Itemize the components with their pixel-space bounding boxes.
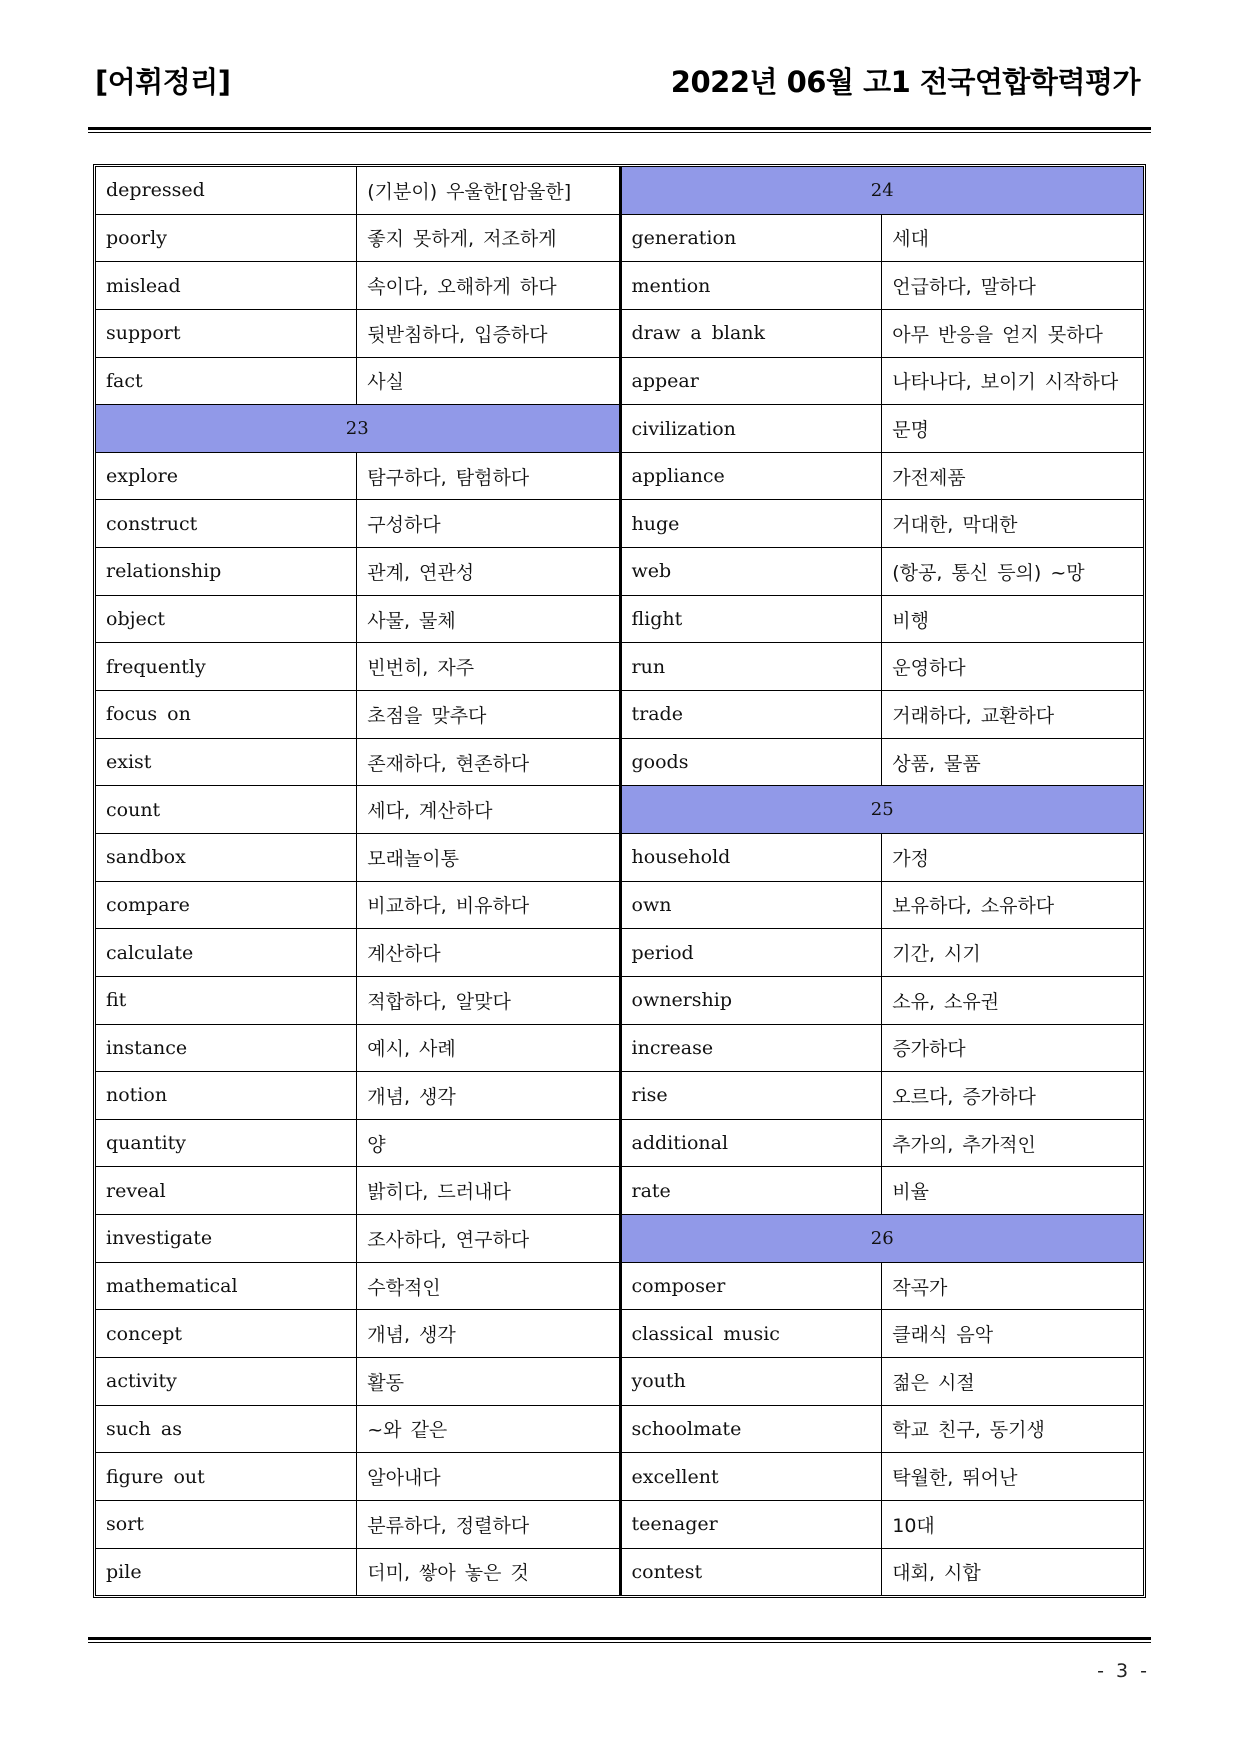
english-word: object xyxy=(96,596,357,643)
korean-meaning: 뒷받침하다, 입증하다 xyxy=(367,323,548,346)
korean-meaning: 모래놀이통 xyxy=(367,847,460,870)
english-word: mathematical xyxy=(96,1263,357,1310)
vocab-row xyxy=(622,1549,1144,1596)
vocab-row xyxy=(96,167,619,215)
vocab-row xyxy=(622,548,1144,596)
vocab-row xyxy=(622,358,1144,406)
english-word: focus on xyxy=(96,691,357,738)
vocab-row xyxy=(96,548,619,596)
english-word: goods xyxy=(622,739,883,786)
english-word: period xyxy=(622,929,883,976)
english-word: civilization xyxy=(622,405,883,452)
korean-meaning: 좋지 못하게, 저조하게 xyxy=(367,228,557,251)
english-word: draw a blank xyxy=(622,310,883,357)
vocab-row xyxy=(96,786,619,834)
korean-meaning: 속이다, 오해하게 하다 xyxy=(367,276,557,299)
korean-meaning: 젊은 시절 xyxy=(892,1371,975,1394)
section-number: 23 xyxy=(345,418,369,440)
korean-meaning: 존재하다, 현존하다 xyxy=(367,752,530,775)
vocab-row xyxy=(622,834,1144,882)
korean-meaning: 기간, 시기 xyxy=(892,943,981,966)
english-word: mislead xyxy=(96,262,357,309)
english-word: activity xyxy=(96,1358,357,1405)
korean-meaning: 초점을 맞추다 xyxy=(367,704,487,727)
korean-meaning: 오르다, 증가하다 xyxy=(892,1085,1036,1108)
korean-meaning: 관계, 연관성 xyxy=(367,561,475,584)
vocab-row xyxy=(622,739,1144,787)
section-number: 24 xyxy=(870,179,894,201)
korean-meaning: ~와 같은 xyxy=(367,1419,448,1442)
english-word: appliance xyxy=(622,453,883,500)
section-number: 26 xyxy=(870,1227,894,1249)
header-divider xyxy=(88,127,1151,133)
english-word: construct xyxy=(96,500,357,547)
korean-meaning: 적합하다, 알맞다 xyxy=(367,990,511,1013)
english-word: increase xyxy=(622,1025,883,1072)
vocabulary-table xyxy=(93,164,1146,1598)
korean-meaning: 양 xyxy=(367,1133,386,1156)
english-word: concept xyxy=(96,1310,357,1357)
english-word: classical music xyxy=(622,1310,883,1357)
vocab-row xyxy=(622,929,1144,977)
korean-meaning: 탁월한, 뛰어난 xyxy=(892,1467,1018,1490)
korean-meaning: 보유하다, 소유하다 xyxy=(892,895,1055,918)
english-word: instance xyxy=(96,1025,357,1072)
korean-meaning: 탐구하다, 탐험하다 xyxy=(367,466,530,489)
vocab-row xyxy=(622,596,1144,644)
korean-meaning: 클래식 음악 xyxy=(892,1324,994,1347)
korean-meaning: 가전제품 xyxy=(892,466,966,489)
korean-meaning: 아무 반응을 얻지 못하다 xyxy=(892,323,1103,346)
footer-divider xyxy=(88,1637,1151,1643)
english-word: rise xyxy=(622,1072,883,1119)
vocab-row xyxy=(622,1072,1144,1120)
vocab-row xyxy=(96,977,619,1025)
korean-meaning: 거대한, 막대한 xyxy=(892,514,1018,537)
vocab-row xyxy=(622,691,1144,739)
vocab-row xyxy=(96,596,619,644)
english-word: schoolmate xyxy=(622,1406,883,1453)
english-word: reveal xyxy=(96,1167,357,1214)
english-word: generation xyxy=(622,215,883,262)
english-word: own xyxy=(622,882,883,929)
english-word: fact xyxy=(96,358,357,405)
english-word: count xyxy=(96,786,357,833)
english-word: poorly xyxy=(96,215,357,262)
vocabulary-column-right xyxy=(620,167,1144,1595)
korean-meaning: 알아내다 xyxy=(367,1467,441,1490)
korean-meaning: 비행 xyxy=(892,609,929,632)
korean-meaning: 분류하다, 정렬하다 xyxy=(367,1514,530,1537)
english-word: depressed xyxy=(96,167,357,214)
english-word: huge xyxy=(622,500,883,547)
vocab-row xyxy=(622,262,1144,310)
korean-meaning: 대회, 시합 xyxy=(892,1562,981,1585)
korean-meaning: 개념, 생각 xyxy=(367,1324,456,1347)
vocab-row xyxy=(622,500,1144,548)
vocab-row xyxy=(96,1501,619,1549)
korean-meaning: 계산하다 xyxy=(367,943,441,966)
english-word: composer xyxy=(622,1263,883,1310)
section-header-row xyxy=(96,405,619,453)
section-header-row xyxy=(622,786,1144,834)
korean-meaning: 추가의, 추가적인 xyxy=(892,1133,1036,1156)
english-word: rate xyxy=(622,1167,883,1214)
english-word: run xyxy=(622,643,883,690)
korean-meaning: 사실 xyxy=(367,371,404,394)
korean-meaning: 구성하다 xyxy=(367,514,441,537)
vocab-row xyxy=(96,358,619,406)
vocab-row xyxy=(96,643,619,691)
english-word: sort xyxy=(96,1501,357,1548)
korean-meaning: 세대 xyxy=(892,228,929,251)
vocab-row xyxy=(96,1167,619,1215)
english-word: compare xyxy=(96,882,357,929)
vocab-row xyxy=(622,405,1144,453)
vocab-row xyxy=(96,691,619,739)
section-header-row xyxy=(622,167,1144,215)
vocab-row xyxy=(622,1453,1144,1501)
english-word: ownership xyxy=(622,977,883,1024)
vocab-row xyxy=(96,1072,619,1120)
vocab-row xyxy=(96,453,619,501)
english-word: web xyxy=(622,548,883,595)
vocab-row xyxy=(622,310,1144,358)
english-word: relationship xyxy=(96,548,357,595)
vocab-row xyxy=(96,1358,619,1406)
vocab-row xyxy=(96,1263,619,1311)
vocab-row xyxy=(622,1358,1144,1406)
english-word: excellent xyxy=(622,1453,883,1500)
english-word: such as xyxy=(96,1406,357,1453)
english-word: teenager xyxy=(622,1501,883,1548)
korean-meaning: 밝히다, 드러내다 xyxy=(367,1181,511,1204)
korean-meaning: (항공, 통신 등의) ~망 xyxy=(892,561,1085,584)
vocab-row xyxy=(96,1406,619,1454)
korean-meaning: 작곡가 xyxy=(892,1276,948,1299)
english-word: contest xyxy=(622,1549,883,1596)
section-header-row xyxy=(622,1215,1144,1263)
exam-title: 2022년 06월 고1 전국연합학력평가 xyxy=(670,65,1140,99)
korean-meaning: 개념, 생각 xyxy=(367,1085,456,1108)
vocab-row xyxy=(96,834,619,882)
korean-meaning: 비율 xyxy=(892,1181,929,1204)
korean-meaning: 수학적인 xyxy=(367,1276,441,1299)
korean-meaning: 더미, 쌓아 놓은 것 xyxy=(367,1562,529,1585)
section-number: 25 xyxy=(870,799,894,821)
korean-meaning: 조사하다, 연구하다 xyxy=(367,1228,530,1251)
korean-meaning: 운영하다 xyxy=(892,657,966,680)
vocab-row xyxy=(622,1263,1144,1311)
vocab-row xyxy=(622,1025,1144,1073)
english-word: pile xyxy=(96,1549,357,1596)
vocab-row xyxy=(622,1310,1144,1358)
english-word: explore xyxy=(96,453,357,500)
english-word: quantity xyxy=(96,1120,357,1167)
document-category-title: [어휘정리] xyxy=(95,65,231,99)
english-word: flight xyxy=(622,596,883,643)
vocab-row xyxy=(622,977,1144,1025)
korean-meaning: 비교하다, 비유하다 xyxy=(367,895,530,918)
english-word: additional xyxy=(622,1120,883,1167)
english-word: frequently xyxy=(96,643,357,690)
vocab-row xyxy=(622,453,1144,501)
korean-meaning: 학교 친구, 동기생 xyxy=(892,1419,1045,1442)
vocab-row xyxy=(622,1501,1144,1549)
vocab-row xyxy=(622,215,1144,263)
vocab-row xyxy=(622,882,1144,930)
korean-meaning: 거래하다, 교환하다 xyxy=(892,704,1055,727)
vocab-row xyxy=(96,1549,619,1596)
korean-meaning: 언급하다, 말하다 xyxy=(892,276,1036,299)
vocab-row xyxy=(622,1406,1144,1454)
english-word: figure out xyxy=(96,1453,357,1500)
korean-meaning: 가정 xyxy=(892,847,929,870)
korean-meaning: 10대 xyxy=(892,1514,935,1537)
page-number: - 3 - xyxy=(1097,1660,1150,1682)
vocab-row xyxy=(96,262,619,310)
vocab-row xyxy=(96,929,619,977)
english-word: exist xyxy=(96,739,357,786)
korean-meaning: 세다, 계산하다 xyxy=(367,800,493,823)
korean-meaning: 문명 xyxy=(892,419,929,442)
vocab-row xyxy=(96,215,619,263)
vocab-row xyxy=(96,1120,619,1168)
vocab-row xyxy=(96,1025,619,1073)
korean-meaning: 나타나다, 보이기 시작하다 xyxy=(892,371,1119,394)
english-word: appear xyxy=(622,358,883,405)
vocab-row xyxy=(96,500,619,548)
english-word: trade xyxy=(622,691,883,738)
vocab-row xyxy=(622,643,1144,691)
vocab-row xyxy=(96,1453,619,1501)
korean-meaning: 증가하다 xyxy=(892,1038,966,1061)
english-word: household xyxy=(622,834,883,881)
english-word: notion xyxy=(96,1072,357,1119)
english-word: investigate xyxy=(96,1215,357,1262)
korean-meaning: 상품, 물품 xyxy=(892,752,981,775)
korean-meaning: 예시, 사례 xyxy=(367,1038,456,1061)
vocab-row xyxy=(96,1310,619,1358)
korean-meaning: 소유, 소유권 xyxy=(892,990,1000,1013)
english-word: sandbox xyxy=(96,834,357,881)
vocab-row xyxy=(96,310,619,358)
english-word: youth xyxy=(622,1358,883,1405)
vocab-row xyxy=(96,882,619,930)
vocab-row xyxy=(622,1167,1144,1215)
vocab-row xyxy=(96,1215,619,1263)
english-word: fit xyxy=(96,977,357,1024)
english-word: calculate xyxy=(96,929,357,976)
korean-meaning: 빈번히, 자주 xyxy=(367,657,475,680)
korean-meaning: 사물, 물체 xyxy=(367,609,456,632)
korean-meaning: 활동 xyxy=(367,1371,404,1394)
korean-meaning: (기분이) 우울한[암울한] xyxy=(367,180,572,203)
vocab-row xyxy=(622,1120,1144,1168)
english-word: mention xyxy=(622,262,883,309)
vocab-row xyxy=(96,739,619,787)
english-word: support xyxy=(96,310,357,357)
vocabulary-column-left xyxy=(96,167,620,1595)
